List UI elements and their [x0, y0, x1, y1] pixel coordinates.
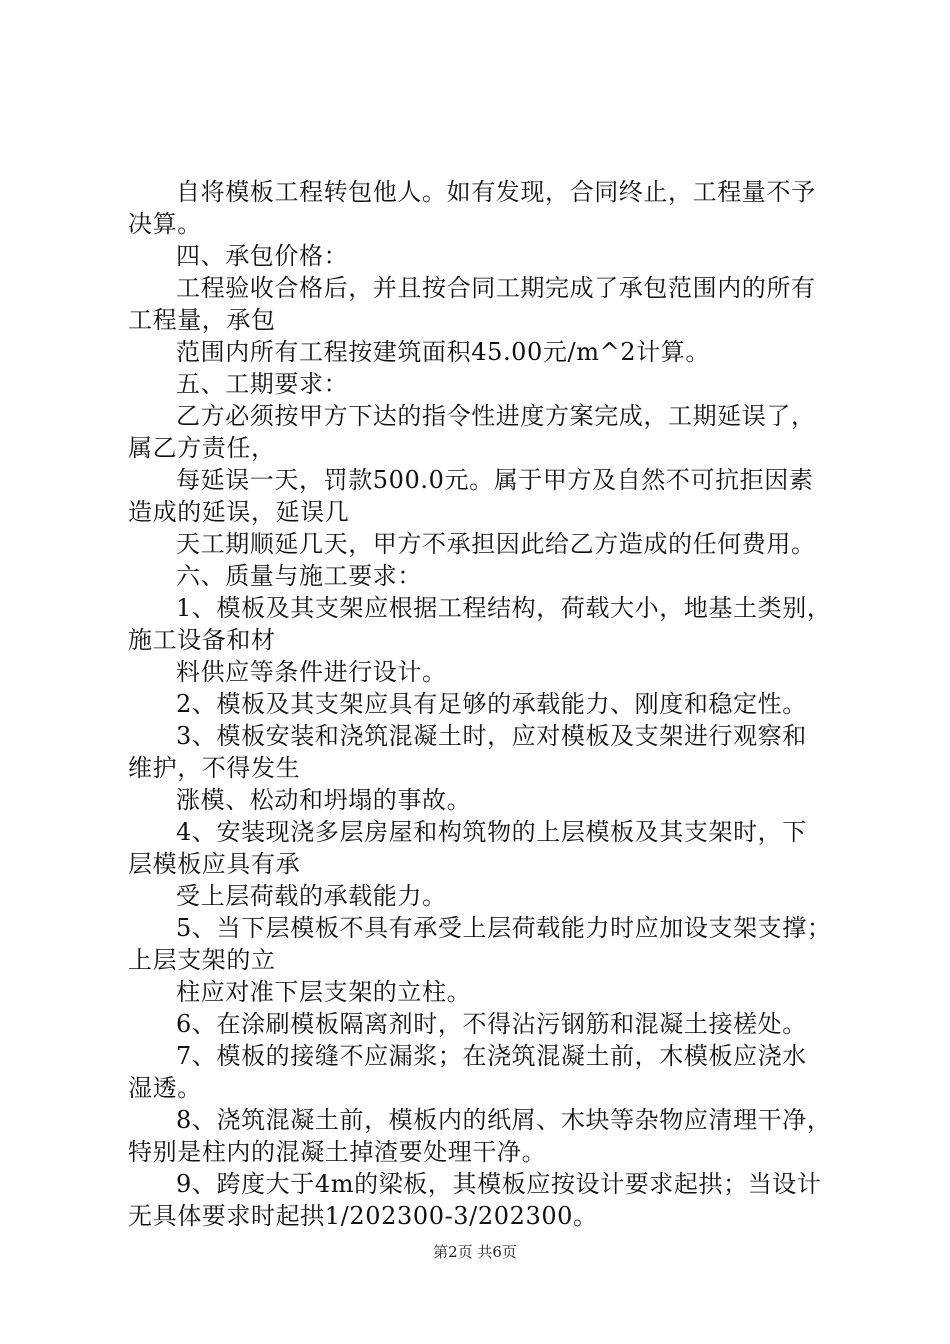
text-line: 维护，不得发生 [128, 754, 301, 782]
text-line: 工程验收合格后，并且按合同工期完成了承包范围内的所有 [176, 274, 816, 302]
text-line: 范围内所有工程按建筑面积45.00元/m^2计算。 [176, 338, 710, 366]
text-line: 9、跨度大于4m的梁板，其模板应按设计要求起拱；当设计 [176, 1170, 822, 1198]
text-line: 工程量，承包 [128, 306, 276, 334]
text-line: 特别是柱内的混凝土掉渣要处理干净。 [128, 1138, 547, 1166]
text-line: 层模板应具有承 [128, 850, 301, 878]
text-line: 自将模板工程转包他人。如有发现，合同终止，工程量不予 [176, 178, 816, 206]
text-line: 1、模板及其支架应根据工程结构，荷载大小，地基土类别， [176, 594, 832, 622]
text-line: 属乙方责任， [128, 434, 276, 462]
text-line: 上层支架的立 [128, 946, 276, 974]
text-line: 2、模板及其支架应具有足够的承载能力、刚度和稳定性。 [176, 690, 807, 718]
text-line: 五、工期要求： [176, 370, 349, 398]
text-line: 料供应等条件进行设计。 [176, 658, 447, 686]
text-line: 施工设备和材 [128, 626, 276, 654]
text-line: 乙方必须按甲方下达的指令性进度方案完成，工期延误了， [176, 402, 816, 430]
document-body [128, 176, 848, 1232]
text-line: 5、当下层模板不具有承受上层荷载能力时应加设支架支撑； [176, 914, 832, 942]
text-line: 每延误一天，罚款500.0元。属于甲方及自然不可抗拒因素 [176, 466, 814, 494]
text-line: 涨模、松动和坍塌的事故。 [176, 786, 472, 814]
text-line: 8、浇筑混凝土前，模板内的纸屑、木块等杂物应清理干净， [176, 1106, 832, 1134]
text-line: 4、安装现浇多层房屋和构筑物的上层模板及其支架时，下 [176, 818, 807, 846]
text-line: 天工期顺延几天，甲方不承担因此给乙方造成的任何费用。 [176, 530, 816, 558]
text-line: 无具体要求时起拱1/202300-3/202300。 [128, 1202, 598, 1230]
text-line: 四、承包价格： [176, 242, 349, 270]
text-line: 湿透。 [128, 1074, 202, 1102]
text-line: 决算。 [128, 210, 202, 238]
text-line: 六、质量与施工要求： [176, 562, 422, 590]
page-footer: 第2页 共6页 [433, 1243, 517, 1261]
text-line: 3、模板安装和浇筑混凝土时，应对模板及支架进行观察和 [176, 722, 807, 750]
text-line: 造成的延误，延误几 [128, 498, 350, 526]
text-line: 6、在涂刷模板隔离剂时，不得沾污钢筋和混凝土接槎处。 [176, 1010, 807, 1038]
text-line: 柱应对准下层支架的立柱。 [176, 978, 472, 1006]
text-line: 受上层荷载的承载能力。 [176, 882, 447, 910]
text-line: 7、模板的接缝不应漏浆；在浇筑混凝土前，木模板应浇水 [176, 1042, 807, 1070]
